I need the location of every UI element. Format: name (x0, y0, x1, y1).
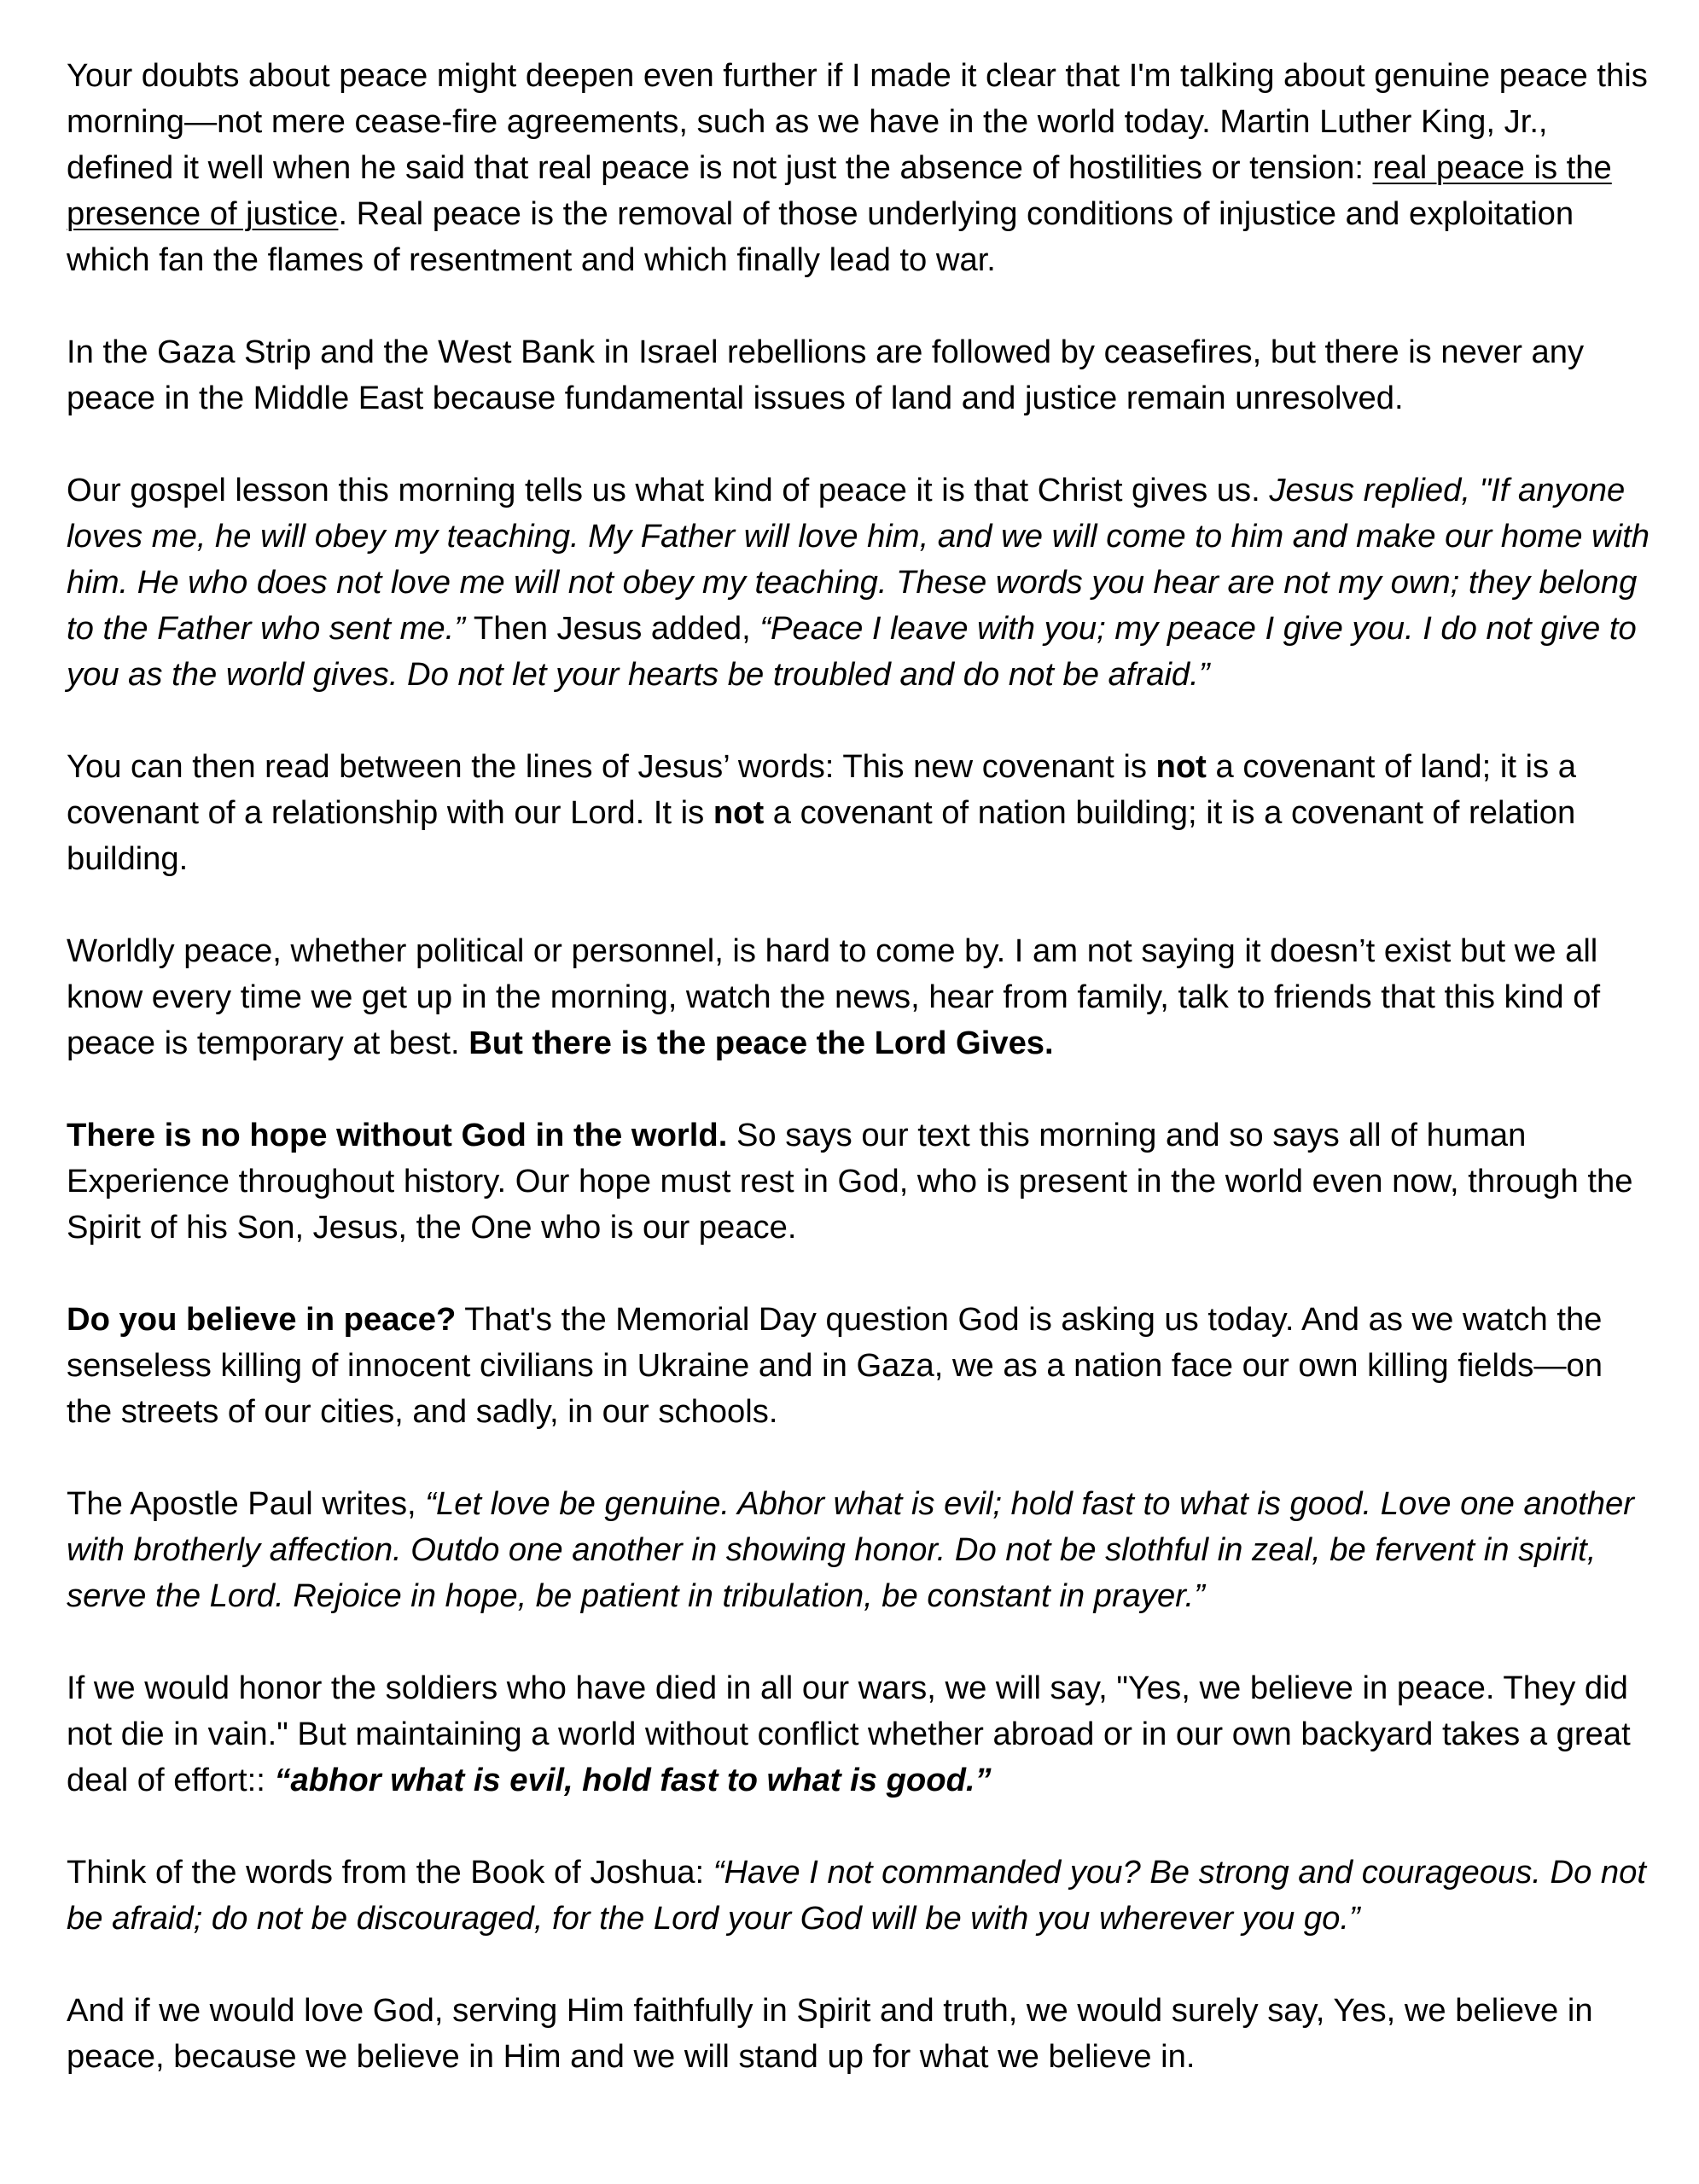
text-run: a covenant of land; it is a covenant of a relationship with our Lord. It is (67, 748, 1576, 831)
text-run: So says our text this morning and so says all of human Experience throughout history. Our hope must rest in God, who is present in the world even now, through the Spirit of his Son, Jesus, the One who is our peace. (67, 1117, 1633, 1246)
text-run: Our gospel lesson this morning tells us what kind of peace it is that Christ gives us. (67, 472, 1270, 508)
text-run: You can then read between the lines of Jesus’ words: This new covenant is (67, 748, 1156, 785)
paragraph-memorial-day-question (67, 1297, 1654, 1435)
bold-word: not (713, 794, 765, 831)
paragraph-joshua (67, 1850, 1654, 1942)
text-run: Your doubts about peace might deepen even further if I made it clear that I'm talking about genuine peace this morning—not mere cease-fire agreements, such as we have in the world today. Martin Luther King, Jr., defined it well when he said that real peace is not just the absence of hostilities or tension: (67, 57, 1648, 186)
text-run: In the Gaza Strip and the West Bank in Israel rebellions are followed by ceasefires, but there is never any peace in the Middle East because fundamental issues of land and justice remain unresolved. (67, 334, 1585, 416)
document-page (67, 53, 1654, 2080)
bold-sentence: There is no hope without God in the world. (67, 1117, 728, 1153)
paragraph-no-hope (67, 1112, 1654, 1251)
paragraph-gospel-lesson (67, 468, 1654, 698)
text-run: Worldly peace, whether political or personnel, is hard to come by. I am not saying it doesn’t exist but we all know every time we get up in the morning, watch the news, hear from family, talk to friends that this kind of peace is temporary at best. (67, 932, 1601, 1061)
paragraph-honor-soldiers (67, 1665, 1654, 1804)
paragraph-middle-east (67, 329, 1654, 421)
bold-sentence: Do you believe in peace? (67, 1301, 457, 1338)
text-run: Think of the words from the Book of Joshua: (67, 1854, 713, 1891)
text-run: And if we would love God, serving Him faithfully in Spirit and truth, we would surely say, Yes, we believe in peace, because we believe in Him and we will stand up for what we believe in. (67, 1992, 1593, 2075)
scripture-quote: “Have I not commanded you? Be strong and courageous. Do not be afraid; do not be discouraged, for the Lord your God will be with you wherever you go.” (67, 1854, 1647, 1937)
text-run: The Apostle Paul writes, (67, 1485, 426, 1522)
paragraph-new-covenant (67, 744, 1654, 882)
text-run: That's the Memorial Day question God is asking us today. And as we watch the senseless killing of innocent civilians in Ukraine and in Gaza, we as a nation face our own killing fields—on the streets of our cities, and sadly, in our schools. (67, 1301, 1603, 1430)
text-run: . Real peace is the removal of those underlying conditions of injustice and exploitation which fan the flames of resentment and which finally lead to war. (67, 195, 1574, 278)
paragraph-worldly-peace (67, 928, 1654, 1066)
text-run: If we would honor the soldiers who have died in all our wars, we will say, "Yes, we believe in peace. They did not die in vain." But maintaining a world without conflict whether abroad or in our own backyard takes a great deal of effort:: (67, 1670, 1631, 1798)
scripture-quote: Jesus replied, "If anyone loves me, he will obey my teaching. My Father will love him, and we will come to him and make our home with him. He who does not love me will not obey my teaching. These words you hear are not my own; they belong to the Father who sent me.” (67, 472, 1650, 647)
scripture-quote: “Peace I leave with you; my peace I give you. I do not give to you as the world gives. Do not let your hearts be troubled and do not be afraid.” (67, 610, 1637, 693)
bold-sentence: But there is the peace the Lord Gives. (468, 1025, 1054, 1061)
paragraph-peace-definition (67, 53, 1654, 283)
bold-word: not (1155, 748, 1207, 785)
bold-italic-quote: “abhor what is evil, hold fast to what is good.” (274, 1762, 992, 1798)
paragraph-apostle-paul (67, 1481, 1654, 1619)
underlined-phrase: real peace is the presence of justice (67, 149, 1612, 232)
paragraph-closing (67, 1988, 1654, 2080)
scripture-quote: “Let love be genuine. Abhor what is evil; hold fast to what is good. Love one another with brotherly affection. Outdo one another in showing honor. Do not be slothful in zeal, be fervent in spirit, serve the Lord. Rejoice in hope, be patient in tribulation, be constant in prayer.” (67, 1485, 1634, 1614)
text-run: a covenant of nation building; it is a covenant of relation building. (67, 794, 1576, 877)
text-run: Then Jesus added, (464, 610, 760, 647)
